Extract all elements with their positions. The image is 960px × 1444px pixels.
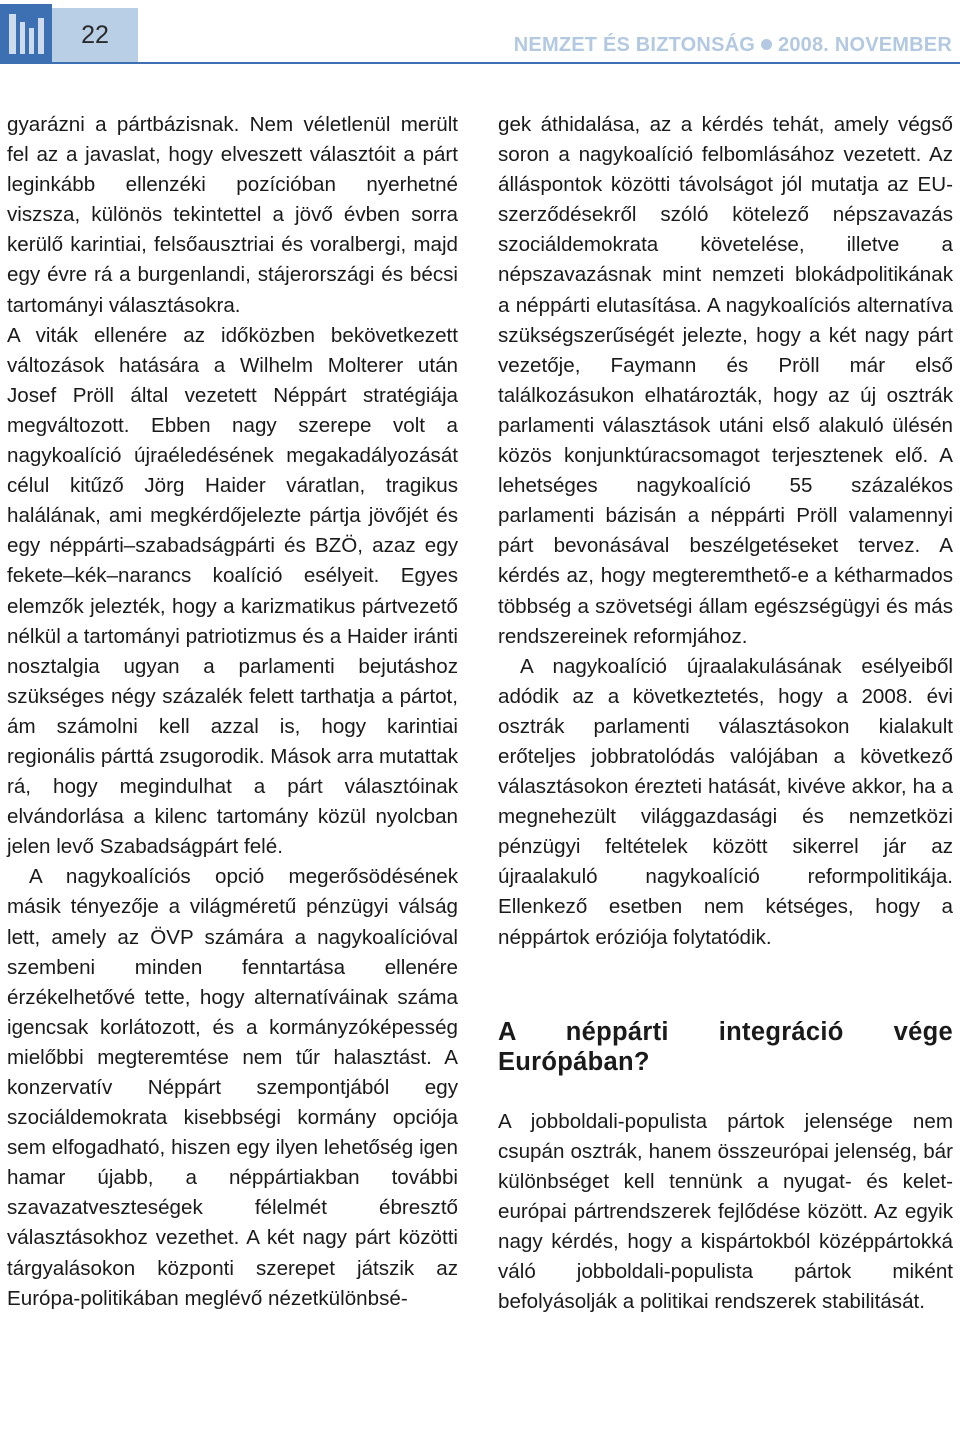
right-column <box>498 110 953 1317</box>
page-header <box>0 0 960 72</box>
paragraph: A nagykoalíció újraalakulásának esélyeiből adódik az a következtetés, hogy a 2008. évi osztrák parlamenti választásokon kialakult erőteljes jobbratolódás valójában a következő választásokon érezteti hatását, kivéve akkor, ha a megnehezült világgazdasági és nemzetközi pénzügyi feltételek között sikerrel jár az újraalakuló nagykoalíció reformpolitikája. Ellenkező esetben nem kétséges, hogy a néppártok eróziója folytatódik. <box>498 654 953 949</box>
paragraph: A nagykoalíciós opció megerősödésének másik tényezője a világméretű pénzügyi válság lett, amely az ÖVP számára a nagykoalícióval szembeni minden fenntartása ellenére érzékelhetővé tette, hogy alternatíváinak száma igencsak korlátozott, és a kormányzóképesség mielőbbi megteremtése nem tűr halasztást. A konzervatív Néppárt szempontjából egy szociáldemokrata kisebbségi kormány opciója sem elfogadható, hiszen egy ilyen lehetőség igen hamar újabb, a néppártiakban további szavazatveszteségek félelmét ébresztő választásokhoz vezethet. A két nagy párt közötti tárgyalásokon központi szerepet játszik az Európa-politikában meglévő nézetkülönbsé- <box>7 865 458 1310</box>
page-number: 22 <box>52 8 138 62</box>
journal-logo <box>0 4 52 62</box>
left-column <box>7 110 458 1314</box>
issue-date: 2008. NOVEMBER <box>778 34 952 56</box>
running-head <box>514 34 952 57</box>
paragraph: gek áthidalása, az a kérdés tehát, amely végső soron a nagykoalíció felbomlásához vezetett. Az álláspontok közötti távolságot jól mutatja az EU-szerződésekről szóló kötelező népszavazás szociáldemokrata követelése, illetve a népszavazásnak mint nemzeti blokádpolitikának a néppárti elutasítása. A nagykoalíciós alternatíva szükségszerűségét jelezte, hogy a két nagy párt vezetője, Faymann és Pröll már első találkozásukon elhatározták, hogy az új osztrák parlamenti választások utáni első alakuló ülésén közös konjunktúracsomagot terjesztenek elő. A lehetséges nagykoalíció 55 százalékos parlamenti bázisán a néppárti Pröll valamennyi párt bevonásával beszélgetéseket tervez. A kérdés az, hogy megteremthető-e a kétharmados többség a szövetségi állam egészségügyi és más rendszereinek reformjához. <box>498 113 953 648</box>
paragraph: A viták ellenére az időközben bekövetkezett változások hatására a Wilhelm Molterer után Josef Pröll által vezetett Néppárt stratégiája megváltozott. Ebben nagy szerepe volt a nagykoalíció újraéledésének megakadályozását célul kitűző Jörg Haider váratlan, tragikus halálának, ami megkérdőjelezte pártja jövőjét és egy néppárti–szabadságpárti és BZÖ, azaz egy fekete–kék–narancs koalíció esélyeit. Egyes elemzők jelezték, hogy a karizmatikus pártvezető nélkül a tartományi patriotizmus és a Haider iránti nosztalgia ugyan a parlamenti bejutáshoz szükséges négy százalék felett tarthatja a pártot, ám számolni kell azzal is, hogy karintiai regionális párttá zsugorodik. Mások arra mutattak rá, hogy megindulhat a párt választóinak elvándorlása a kilenc tartomány közül nyolcban jelen levő Szabadságpárt felé. <box>7 323 458 859</box>
paragraph: A jobboldali-populista pártok jelensége nem csupán osztrák, hanem összeurópai jelenség, bár különbséget kell tennünk a nyugat- és kelet-európai pártrendszerek fejlődése között. Az egyik nagy kérdés, hogy a kispártokból középpártokká váló jobboldali-populista pártok miként befolyásolják a politikai rendszerek stabilitását. <box>498 1109 953 1314</box>
journal-title: NEMZET ÉS BIZTONSÁG <box>513 34 756 56</box>
paragraph: gyarázni a pártbázisnak. Nem véletlenül merült fel az a javaslat, hogy elveszett választóit a párt leginkább ellenzéki pozícióban nyerhetné viszsza, különös tekintettel a jövő évben sorra kerülő karintiai, felsőausztriai és voralbergi, majd egy évre rá a burgenlandi, stájerországi és bécsi tartományi választásokra. <box>7 113 458 317</box>
header-rule <box>0 62 960 64</box>
section-heading: A néppárti integráció vége Európában? <box>498 1017 953 1076</box>
bullet-dot-icon <box>761 39 772 50</box>
